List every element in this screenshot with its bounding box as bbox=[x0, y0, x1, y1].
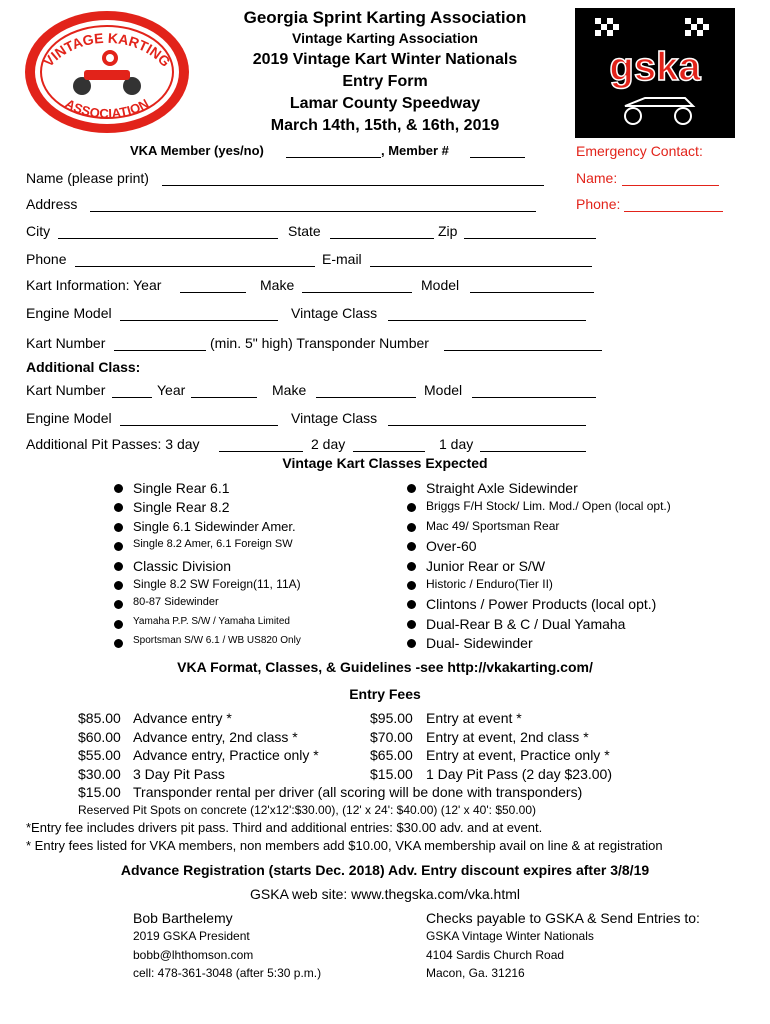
event-title: 2019 Vintage Kart Winter Nationals bbox=[252, 51, 518, 68]
venue-title: Lamar County Speedway bbox=[289, 95, 481, 112]
member-field[interactable] bbox=[286, 157, 381, 158]
contact-name: Bob Barthelemy bbox=[133, 910, 233, 926]
add-make-label: Make bbox=[272, 382, 307, 398]
bullet-icon bbox=[114, 503, 123, 512]
pit-3day-field[interactable] bbox=[219, 451, 303, 452]
fee-description: Advance entry, Practice only * bbox=[133, 747, 319, 763]
fee-price: $55.00 bbox=[78, 747, 121, 763]
pit-2day-label: 2 day bbox=[311, 436, 346, 452]
emergency-contact-label: Emergency Contact: bbox=[576, 143, 703, 159]
bullet-icon bbox=[114, 581, 123, 590]
mail-heading: Checks payable to GSKA & Send Entries to: bbox=[426, 910, 700, 926]
bullet-icon bbox=[407, 600, 416, 609]
add-vintage-class-field[interactable] bbox=[388, 425, 586, 426]
bullet-icon bbox=[114, 639, 123, 648]
add-kart-number-field[interactable] bbox=[112, 397, 152, 398]
advance-registration: Advance Registration (starts Dec. 2018) Adv. Entry discount expires after 3/8/19 bbox=[120, 862, 650, 878]
org-title: Georgia Sprint Karting Association bbox=[243, 8, 527, 27]
right-class-item: Clintons / Power Products (local opt.) bbox=[426, 596, 657, 613]
fee-note-2: * Entry fees listed for VKA members, non members add $10.00, VKA membership avail on line & at registration bbox=[26, 838, 663, 853]
bullet-icon bbox=[407, 562, 416, 571]
fee-price: $95.00 bbox=[370, 710, 413, 726]
address-label: Address bbox=[26, 196, 78, 212]
bullet-icon bbox=[407, 484, 416, 493]
left-class-item: 80-87 Sidewinder bbox=[133, 596, 219, 609]
vintage-class-label: Vintage Class bbox=[291, 305, 378, 321]
classes-heading: Vintage Kart Classes Expected bbox=[282, 455, 488, 471]
dates-title: March 14th, 15th, & 16th, 2019 bbox=[270, 117, 500, 134]
contact-email[interactable]: bobb@lhthomson.com bbox=[133, 948, 254, 962]
name-field[interactable] bbox=[162, 185, 544, 186]
kart-number-field[interactable] bbox=[114, 350, 206, 351]
city-label: City bbox=[26, 223, 51, 239]
mail-line-1: GSKA Vintage Winter Nationals bbox=[426, 929, 594, 943]
left-class-item: Yamaha P.P. S/W / Yamaha Limited bbox=[133, 615, 290, 627]
bullet-icon bbox=[407, 503, 416, 512]
zip-label: Zip bbox=[438, 223, 458, 239]
left-class-item: Single Rear 8.2 bbox=[133, 499, 230, 516]
kart-make-field[interactable] bbox=[302, 292, 412, 293]
contact-title: 2019 GSKA President bbox=[133, 929, 250, 943]
fee-description: Advance entry * bbox=[133, 710, 232, 726]
right-class-item: Briggs F/H Stock/ Lim. Mod./ Open (local opt.) bbox=[426, 499, 671, 514]
kart-model-label: Model bbox=[421, 277, 460, 293]
bullet-icon bbox=[407, 639, 416, 648]
phone-label: Phone bbox=[26, 251, 67, 267]
bullet-icon bbox=[114, 620, 123, 629]
right-class-item: Junior Rear or S/W bbox=[426, 557, 546, 574]
fees-heading: Entry Fees bbox=[349, 686, 421, 702]
pit-1day-label: 1 day bbox=[439, 436, 474, 452]
engine-model-label: Engine Model bbox=[26, 305, 112, 321]
fee-note-1: *Entry fee includes drivers pit pass. Third and additional entries: $30.00 adv. and at event. bbox=[26, 820, 543, 835]
sub-org-title: Vintage Karting Association bbox=[292, 30, 478, 46]
right-class-item: Dual- Sidewinder bbox=[426, 635, 533, 652]
state-label: State bbox=[288, 223, 321, 239]
fee-price: $60.00 bbox=[78, 728, 121, 745]
member-number-label: , Member # bbox=[381, 143, 449, 158]
engine-model-field[interactable] bbox=[120, 320, 278, 321]
fee-description: Entry at event * bbox=[426, 710, 522, 726]
contact-cell: cell: 478-361-3048 (after 5:30 p.m.) bbox=[133, 966, 322, 980]
website[interactable]: GSKA web site: www.thegska.com/vka.html bbox=[250, 886, 520, 902]
state-field[interactable] bbox=[330, 238, 434, 239]
right-class-item: Straight Axle Sidewinder bbox=[426, 480, 578, 496]
kart-year-label: Kart Information: Year bbox=[26, 277, 162, 293]
bullet-icon bbox=[407, 542, 416, 551]
fee-description: 3 Day Pit Pass bbox=[133, 765, 225, 782]
add-model-label: Model bbox=[424, 382, 463, 398]
right-class-item: Dual-Rear B & C / Dual Yamaha bbox=[426, 615, 626, 632]
city-field[interactable] bbox=[58, 238, 278, 239]
phone-field[interactable] bbox=[75, 266, 315, 267]
kart-number-label: Kart Number bbox=[26, 335, 106, 351]
vka-logo-bottom-text: ASSOCIATION bbox=[62, 95, 152, 122]
kart-model-field[interactable] bbox=[470, 292, 594, 293]
guidelines-link[interactable]: VKA Format, Classes, & Guidelines -see http://vkakarting.com/ bbox=[177, 659, 593, 675]
kart-year-field[interactable] bbox=[180, 292, 246, 293]
vintage-class-field[interactable] bbox=[388, 320, 586, 321]
add-year-label: Year bbox=[157, 382, 186, 398]
gska-logo-text: gska bbox=[609, 45, 701, 89]
kart-make-label: Make bbox=[260, 277, 295, 293]
add-year-field[interactable] bbox=[191, 397, 257, 398]
email-label: E-mail bbox=[322, 251, 362, 267]
fee-price: $15.00 bbox=[370, 765, 413, 782]
transponder-field[interactable] bbox=[444, 350, 602, 351]
bullet-icon bbox=[114, 484, 123, 493]
emergency-name-label: Name: bbox=[576, 170, 618, 186]
add-kart-number-label: Kart Number bbox=[26, 382, 106, 398]
reserved-pit-spots: Reserved Pit Spots on concrete (12'x12':$30.00), (12' x 24': $40.00) (12' x 40': $50.00) bbox=[78, 803, 537, 817]
vka-logo-top-text: VINTAGE KARTING bbox=[40, 29, 174, 70]
member-number-field[interactable] bbox=[470, 157, 525, 158]
email-field[interactable] bbox=[370, 266, 592, 267]
zip-field[interactable] bbox=[464, 238, 596, 239]
bullet-icon bbox=[407, 581, 416, 590]
right-class-item: Mac 49/ Sportsman Rear bbox=[426, 518, 560, 533]
form-title: Entry Form bbox=[342, 73, 428, 90]
bullet-icon bbox=[114, 542, 123, 551]
bullet-icon bbox=[407, 620, 416, 629]
fee-description: Entry at event, Practice only * bbox=[426, 747, 610, 763]
fee-price: $70.00 bbox=[370, 728, 413, 745]
add-engine-model-label: Engine Model bbox=[26, 410, 112, 426]
emergency-phone-field[interactable] bbox=[624, 211, 723, 212]
right-class-item: Over-60 bbox=[426, 538, 477, 555]
member-label: VKA Member (yes/no) bbox=[130, 143, 264, 158]
left-class-item: Single 6.1 Sidewinder Amer. bbox=[133, 518, 296, 534]
pit-1day-field[interactable] bbox=[480, 451, 586, 452]
additional-class-heading: Additional Class: bbox=[26, 359, 141, 375]
left-class-item: Classic Division bbox=[133, 557, 232, 574]
bullet-icon bbox=[114, 562, 123, 571]
fee-description: Entry at event, 2nd class * bbox=[426, 728, 589, 745]
fee-price: $65.00 bbox=[370, 747, 413, 763]
pit-passes-label: Additional Pit Passes: 3 day bbox=[26, 436, 200, 452]
left-class-item: Sportsman S/W 6.1 / WB US820 Only bbox=[133, 635, 301, 647]
fee-price: $85.00 bbox=[78, 710, 121, 726]
fee-price: $30.00 bbox=[78, 765, 121, 782]
mail-line-3: Macon, Ga. 31216 bbox=[426, 966, 525, 980]
fee-description: Advance entry, 2nd class * bbox=[133, 728, 298, 745]
add-vintage-class-label: Vintage Class bbox=[291, 410, 378, 426]
mail-line-2: 4104 Sardis Church Road bbox=[426, 948, 565, 962]
transponder-label: (min. 5" high) Transponder Number bbox=[210, 335, 429, 351]
bullet-icon bbox=[114, 600, 123, 609]
emergency-phone-label: Phone: bbox=[576, 196, 621, 212]
bullet-icon bbox=[114, 523, 123, 532]
emergency-name-field[interactable] bbox=[622, 185, 719, 186]
fee-price: $15.00 bbox=[78, 784, 121, 800]
left-class-item: Single 8.2 SW Foreign(11, 11A) bbox=[133, 577, 301, 591]
add-engine-model-field[interactable] bbox=[120, 425, 278, 426]
bullet-icon bbox=[407, 523, 416, 532]
add-model-field[interactable] bbox=[472, 397, 596, 398]
pit-2day-field[interactable] bbox=[353, 451, 425, 452]
fee-description: 1 Day Pit Pass (2 day $23.00) bbox=[426, 765, 612, 782]
name-label: Name (please print) bbox=[26, 170, 149, 186]
fee-description: Transponder rental per driver (all scoring will be done with transponders) bbox=[133, 784, 583, 800]
address-field[interactable] bbox=[90, 211, 536, 212]
left-class-item: Single Rear 6.1 bbox=[133, 480, 230, 496]
right-class-item: Historic / Enduro(Tier II) bbox=[426, 577, 553, 591]
left-class-item: Single 8.2 Amer, 6.1 Foreign SW bbox=[133, 538, 293, 551]
add-make-field[interactable] bbox=[316, 397, 416, 398]
